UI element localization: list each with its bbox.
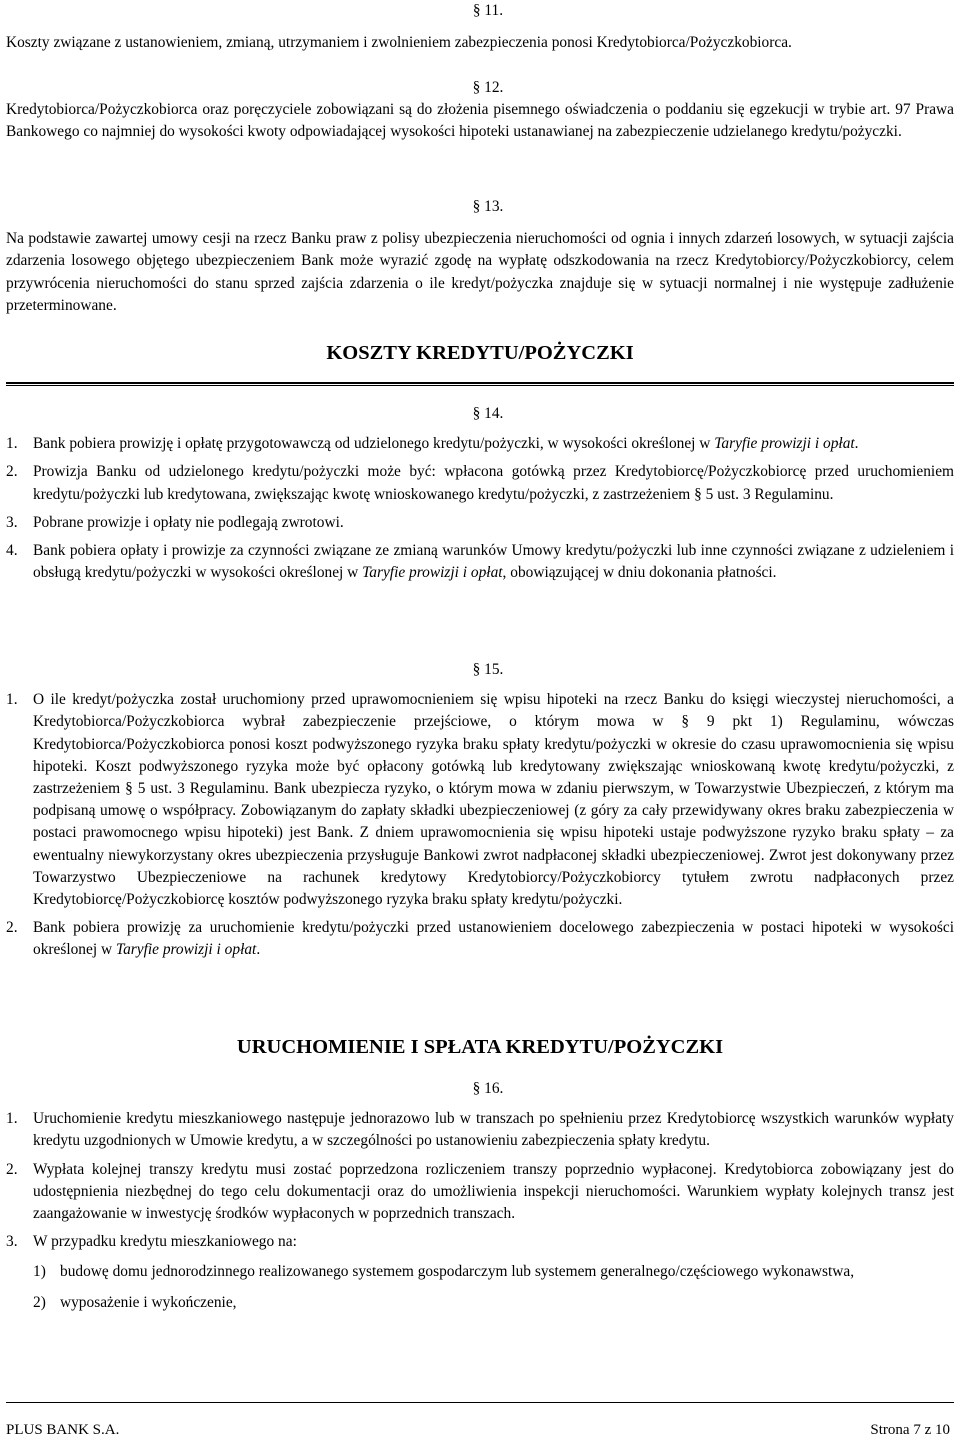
item-number: 1.	[6, 691, 18, 709]
page-footer	[6, 1420, 954, 1440]
section-12-text: Kredytobiorca/Pożyczkobiorca oraz poręczyciele zobowiązani są do złożenia pisemnego oświadczenia o poddaniu się egzekucji w trybie art. 97 Prawa Bankowego co najmniej do wysokości kwoty odpowiadającej wysokości hipoteki ustanawianej na zabezpieczenie udzielanego kredytu/pożyczki.	[6, 101, 954, 141]
item-text	[33, 917, 954, 961]
footer-page-number: Strona 7 z 10	[870, 1422, 950, 1438]
section-16-number: § 16.	[472, 1080, 504, 1097]
heading-rule	[6, 382, 954, 386]
item-text-italic: Taryfie prowizji i opłat	[115, 941, 257, 959]
section-16-item	[6, 1108, 954, 1152]
document-page	[6, 0, 954, 1440]
section-14-item	[6, 433, 954, 455]
section-12-number: § 12.	[472, 79, 504, 96]
section-14-item	[6, 540, 954, 584]
heading-costs: KOSZTY KREDYTU/POŻYCZKI	[326, 342, 634, 364]
footer-divider	[6, 1402, 954, 1403]
item-number: 3.	[6, 513, 18, 531]
section-11-number: § 11.	[472, 2, 504, 19]
item-text: W przypadku kredytu mieszkaniowego na:	[33, 1233, 297, 1251]
section-14-item	[6, 461, 954, 505]
section-11-text: Koszty związane z ustanowieniem, zmianą, utrzymaniem i zwolnieniem zabezpieczenia ponosi Kredytobiorca/Pożyczkobiorca.	[6, 34, 792, 51]
subitem-number: 2)	[33, 1293, 46, 1311]
item-text-main: Bank pobiera prowizję i opłatę przygotowawczą od udzielonego kredytu/pożyczki, w wysokości określonej w	[33, 435, 715, 453]
item-text: O ile kredyt/pożyczka został uruchomiony przed uprawomocnieniem się wpisu hipoteki na rzecz Banku do księgi wieczystej nieruchomości, a Kredytobiorca/Pożyczkobiorca wybrał zabezpieczenie przejściowe, o którym mowa w § 9 pkt 1) Regulaminu, wówczas Kredytobiorca/Pożyczkobiorca ponosi koszt podwyższonego ryzyka braku spłaty kredytu/pożyczki w okresie do czasu uprawomocnienia się wpisu hipoteki. Koszt podwyższonego ryzyka może być opłacony gotówką lub kredytowany zwiększając wnioskowaną kwotę kredytu/pożyczki, z zastrzeżeniem § 5 ust. 3 Regulaminu. Bank ubezpiecza ryzyko, o którym mowa w zdaniu pierwszym, w Towarzystwie Ubezpieczeń, z którym ma podpisaną umowę o współpracy. Zobowiązanym do zapłaty składki ubezpieczeniowej (z góry za cały przewidywany okres braku zabezpieczenia w postaci prawomocnego wpisu hipoteki) jest Bank. Z dniem uprawomocnienia się wpisu hipoteki ustaje podwyższone ryzyko braku spłaty – za ewentualny niewykorzystany okres ubezpieczenia przysługuje Bankowi zwrot nadpłaconej składki ubezpieczeniowej. Zwrot jest dokonywany przez Towarzystwo Ubezpieczeniowe na rachunek kredytowy Kredytobiorcy/Pożyczkobiorcy tytułem zwrotu nadpłaconych przez Kredytobiorcę/Pożyczkobiorcę kosztów podwyższonego ryzyka braku spłaty kredytu/pożyczki.	[33, 691, 954, 909]
footer-company: PLUS BANK S.A.	[6, 1422, 120, 1438]
item-number: 2.	[6, 919, 18, 937]
item-number: 3.	[6, 1233, 18, 1251]
section-14-item	[6, 512, 954, 534]
subitem-number: 1)	[33, 1263, 46, 1281]
item-text-main: Bank pobiera prowizję za uruchomienie kredytu/pożyczki przed ustanowieniem docelowego zabezpieczenia w postaci hipoteki w wysokości określonej w	[33, 919, 954, 959]
item-text	[33, 540, 954, 584]
item-number: 1.	[6, 1110, 18, 1128]
section-16-item	[6, 1231, 954, 1253]
item-text-main: Bank pobiera opłaty i prowizje za czynności związane ze zmianą warunków Umowy kredytu/pożyczki lub inne czynności związane z udzieleniem i obsługą kredytu/pożyczki w wysokości określonej w	[33, 542, 954, 582]
item-number: 2.	[6, 1160, 18, 1178]
section-14-number: § 14.	[472, 405, 504, 422]
heading-launch: URUCHOMIENIE I SPŁATA KREDYTU/POŻYCZKI	[236, 1036, 724, 1058]
item-number: 2.	[6, 463, 18, 481]
item-text-italic: Taryfie prowizji i opłat	[714, 435, 855, 453]
item-number: 1.	[6, 435, 18, 453]
subitem-text: wyposażenie i wykończenie,	[60, 1293, 237, 1311]
subitem-text: budowę domu jednorodzinnego realizowanego systemem gospodarczym lub systemem generalnego/częściowego wykonawstwa,	[60, 1263, 855, 1281]
item-text: Uruchomienie kredytu mieszkaniowego następuje jednorazowo lub w transzach po spełnieniu przez Kredytobiorcę wszystkich warunków wypłaty kredytu uzgodnionych w Umowie kredytu, a w szczególności po ustanowieniu zabezpieczenia spłaty kredytu.	[33, 1110, 954, 1150]
section-13-number: § 13.	[472, 198, 504, 215]
item-text: Pobrane prowizje i opłaty nie podlegają zwrotowi.	[33, 513, 344, 531]
section-15-item	[6, 689, 954, 911]
section-13-text: Na podstawie zawartej umowy cesji na rzecz Banku praw z polisy ubezpieczenia nieruchomości od ognia i innych zdarzeń losowych, w sytuacji zajścia zdarzenia losowego objętego ubezpieczeniem Bank może wyrazić zgodę na wypłatę odszkodowania na rzecz Kredytobiorcy/Pożyczkobiorcy, celem przywrócenia nieruchomości do stanu sprzed zajścia zdarzenia o ile kredyt/pożyczka znajduje się w sytuacji normalnej i nie występuje zadłużenie przeterminowane.	[6, 230, 954, 314]
item-text	[33, 433, 954, 455]
item-number: 4.	[6, 542, 18, 560]
section-16-item	[6, 1159, 954, 1226]
item-text: Prowizja Banku od udzielonego kredytu/pożyczki może być: wpłacona gotówką przez Kredytobiorcę/Pożyczkobiorcę przed uruchomieniem kredytu/pożyczki lub kredytowana, zwiększając kwotę wnioskowanego kredytu/pożyczki, z zastrzeżeniem § 5 ust. 3 Regulaminu.	[33, 463, 954, 503]
item-text-tail: .	[256, 941, 261, 959]
item-text-italic: Taryfie prowizji i opłat	[362, 564, 503, 582]
item-text-tail: .	[854, 435, 859, 453]
section-16-subitem	[33, 1261, 954, 1283]
item-text: Wypłata kolejnej transzy kredytu musi zostać poprzedzona rozliczeniem transzy poprzednio wypłaconej. Kredytobiorca zobowiązany jest do udostępnienia niezbędnej do tego celu dokumentacji oraz do umożliwienia inspekcji nieruchomości. Warunkiem wypłaty kolejnych transz jest zaangażowanie w inwestycję środków wypłaconych w poprzednich transzach.	[33, 1160, 954, 1223]
section-15-item	[6, 917, 954, 961]
section-15-number: § 15.	[472, 661, 504, 678]
section-16-subitem	[33, 1292, 954, 1314]
item-text-tail: , obowiązującej w dniu dokonania płatności.	[502, 564, 777, 582]
